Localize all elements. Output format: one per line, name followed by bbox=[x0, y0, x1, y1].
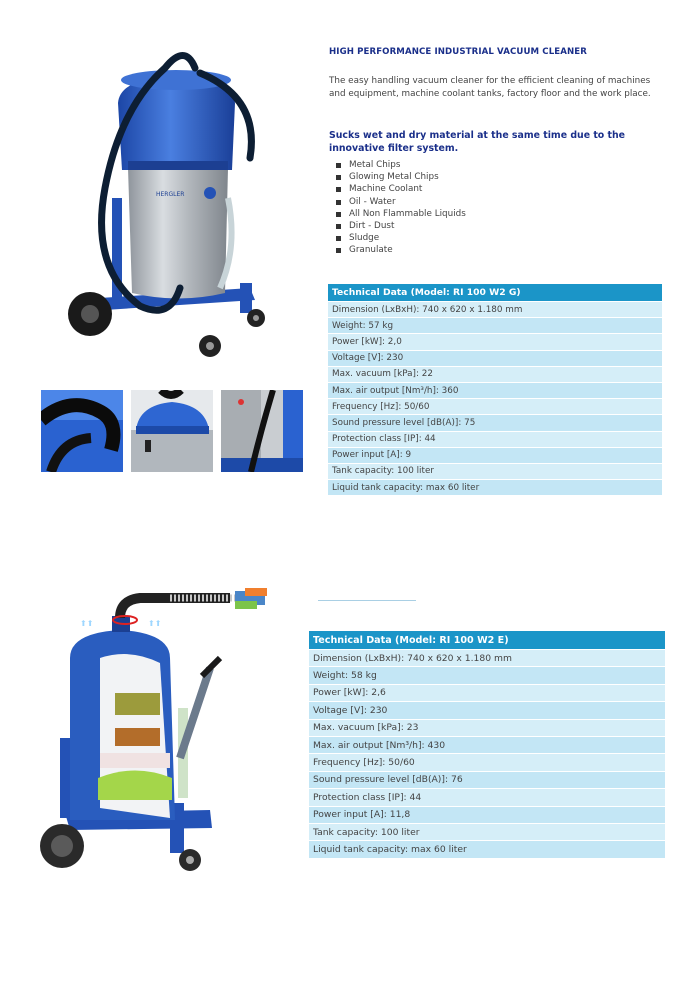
table-row: Max. air output [Nm³/h]: 430 bbox=[309, 736, 665, 753]
list-item: Granulate bbox=[336, 244, 466, 256]
table-row: Frequency [Hz]: 50/60 bbox=[309, 754, 665, 771]
vacuum-cleaner-photo bbox=[60, 48, 275, 363]
head-detail-thumbnail[interactable] bbox=[131, 390, 213, 472]
list-item: Sludge bbox=[336, 232, 466, 244]
table-row: Dimension (LxBxH): 740 x 620 x 1.180 mm bbox=[328, 302, 662, 318]
product-intro: The easy handling vacuum cleaner for the efficient cleaning of machines and equipment, machine coolant tanks, factory floor and the work place. bbox=[329, 76, 651, 100]
svg-text:⬆⬆: ⬆⬆ bbox=[148, 619, 162, 628]
table-row: Max. air output [Nm³/h]: 360 bbox=[328, 382, 662, 398]
product-subheading: Sucks wet and dry material at the same time due to the innovative filter system. bbox=[329, 130, 626, 155]
list-item: Machine Coolant bbox=[336, 183, 466, 195]
cutaway-diagram bbox=[30, 588, 280, 878]
table-row: Protection class [IP]: 44 bbox=[328, 431, 662, 447]
table-row: Sound pressure level [dB(A)]: 75 bbox=[328, 415, 662, 431]
hose-detail-thumbnail[interactable] bbox=[41, 390, 123, 472]
list-item: Oil - Water bbox=[336, 196, 466, 208]
table-row: Dimension (LxBxH): 740 x 620 x 1.180 mm bbox=[309, 650, 665, 667]
table-row: Protection class [IP]: 44 bbox=[309, 789, 665, 806]
table-row: Power input [A]: 11,8 bbox=[309, 806, 665, 823]
technical-data-table-e bbox=[309, 631, 665, 858]
list-item: Glowing Metal Chips bbox=[336, 171, 466, 183]
divider-line bbox=[318, 600, 416, 601]
table-row: Tank capacity: 100 liter bbox=[309, 823, 665, 840]
table-row: Frequency [Hz]: 50/60 bbox=[328, 399, 662, 415]
technical-data-table-g bbox=[328, 284, 662, 495]
table-row: Max. vacuum [kPa]: 23 bbox=[309, 719, 665, 736]
svg-text:HERGLER: HERGLER bbox=[156, 191, 185, 198]
list-item: All Non Flammable Liquids bbox=[336, 208, 466, 220]
table-row: Power [kW]: 2,0 bbox=[328, 334, 662, 350]
product-title: HIGH PERFORMANCE INDUSTRIAL VACUUM CLEANER bbox=[329, 47, 587, 57]
list-item: Dirt - Dust bbox=[336, 220, 466, 232]
table-row: Voltage [V]: 230 bbox=[328, 350, 662, 366]
table-row: Tank capacity: 100 liter bbox=[328, 463, 662, 479]
table-row: Max. vacuum [kPa]: 22 bbox=[328, 366, 662, 382]
table-row: Voltage [V]: 230 bbox=[309, 702, 665, 719]
table-row: Weight: 58 kg bbox=[309, 667, 665, 684]
table-row: Sound pressure level [dB(A)]: 76 bbox=[309, 771, 665, 788]
table-header: Technical Data (Model: RI 100 W2 E) bbox=[309, 631, 665, 650]
table-row: Weight: 57 kg bbox=[328, 318, 662, 334]
table-row: Liquid tank capacity: max 60 liter bbox=[309, 841, 665, 858]
table-header: Technical Data (Model: RI 100 W2 G) bbox=[328, 284, 662, 302]
materials-list bbox=[336, 159, 466, 257]
tank-detail-thumbnail[interactable] bbox=[221, 390, 303, 472]
table-row: Liquid tank capacity: max 60 liter bbox=[328, 480, 662, 496]
list-item: Metal Chips bbox=[336, 159, 466, 171]
svg-text:⬆⬆: ⬆⬆ bbox=[80, 619, 94, 628]
table-row: Power [kW]: 2,6 bbox=[309, 684, 665, 701]
table-row: Power input [A]: 9 bbox=[328, 447, 662, 463]
